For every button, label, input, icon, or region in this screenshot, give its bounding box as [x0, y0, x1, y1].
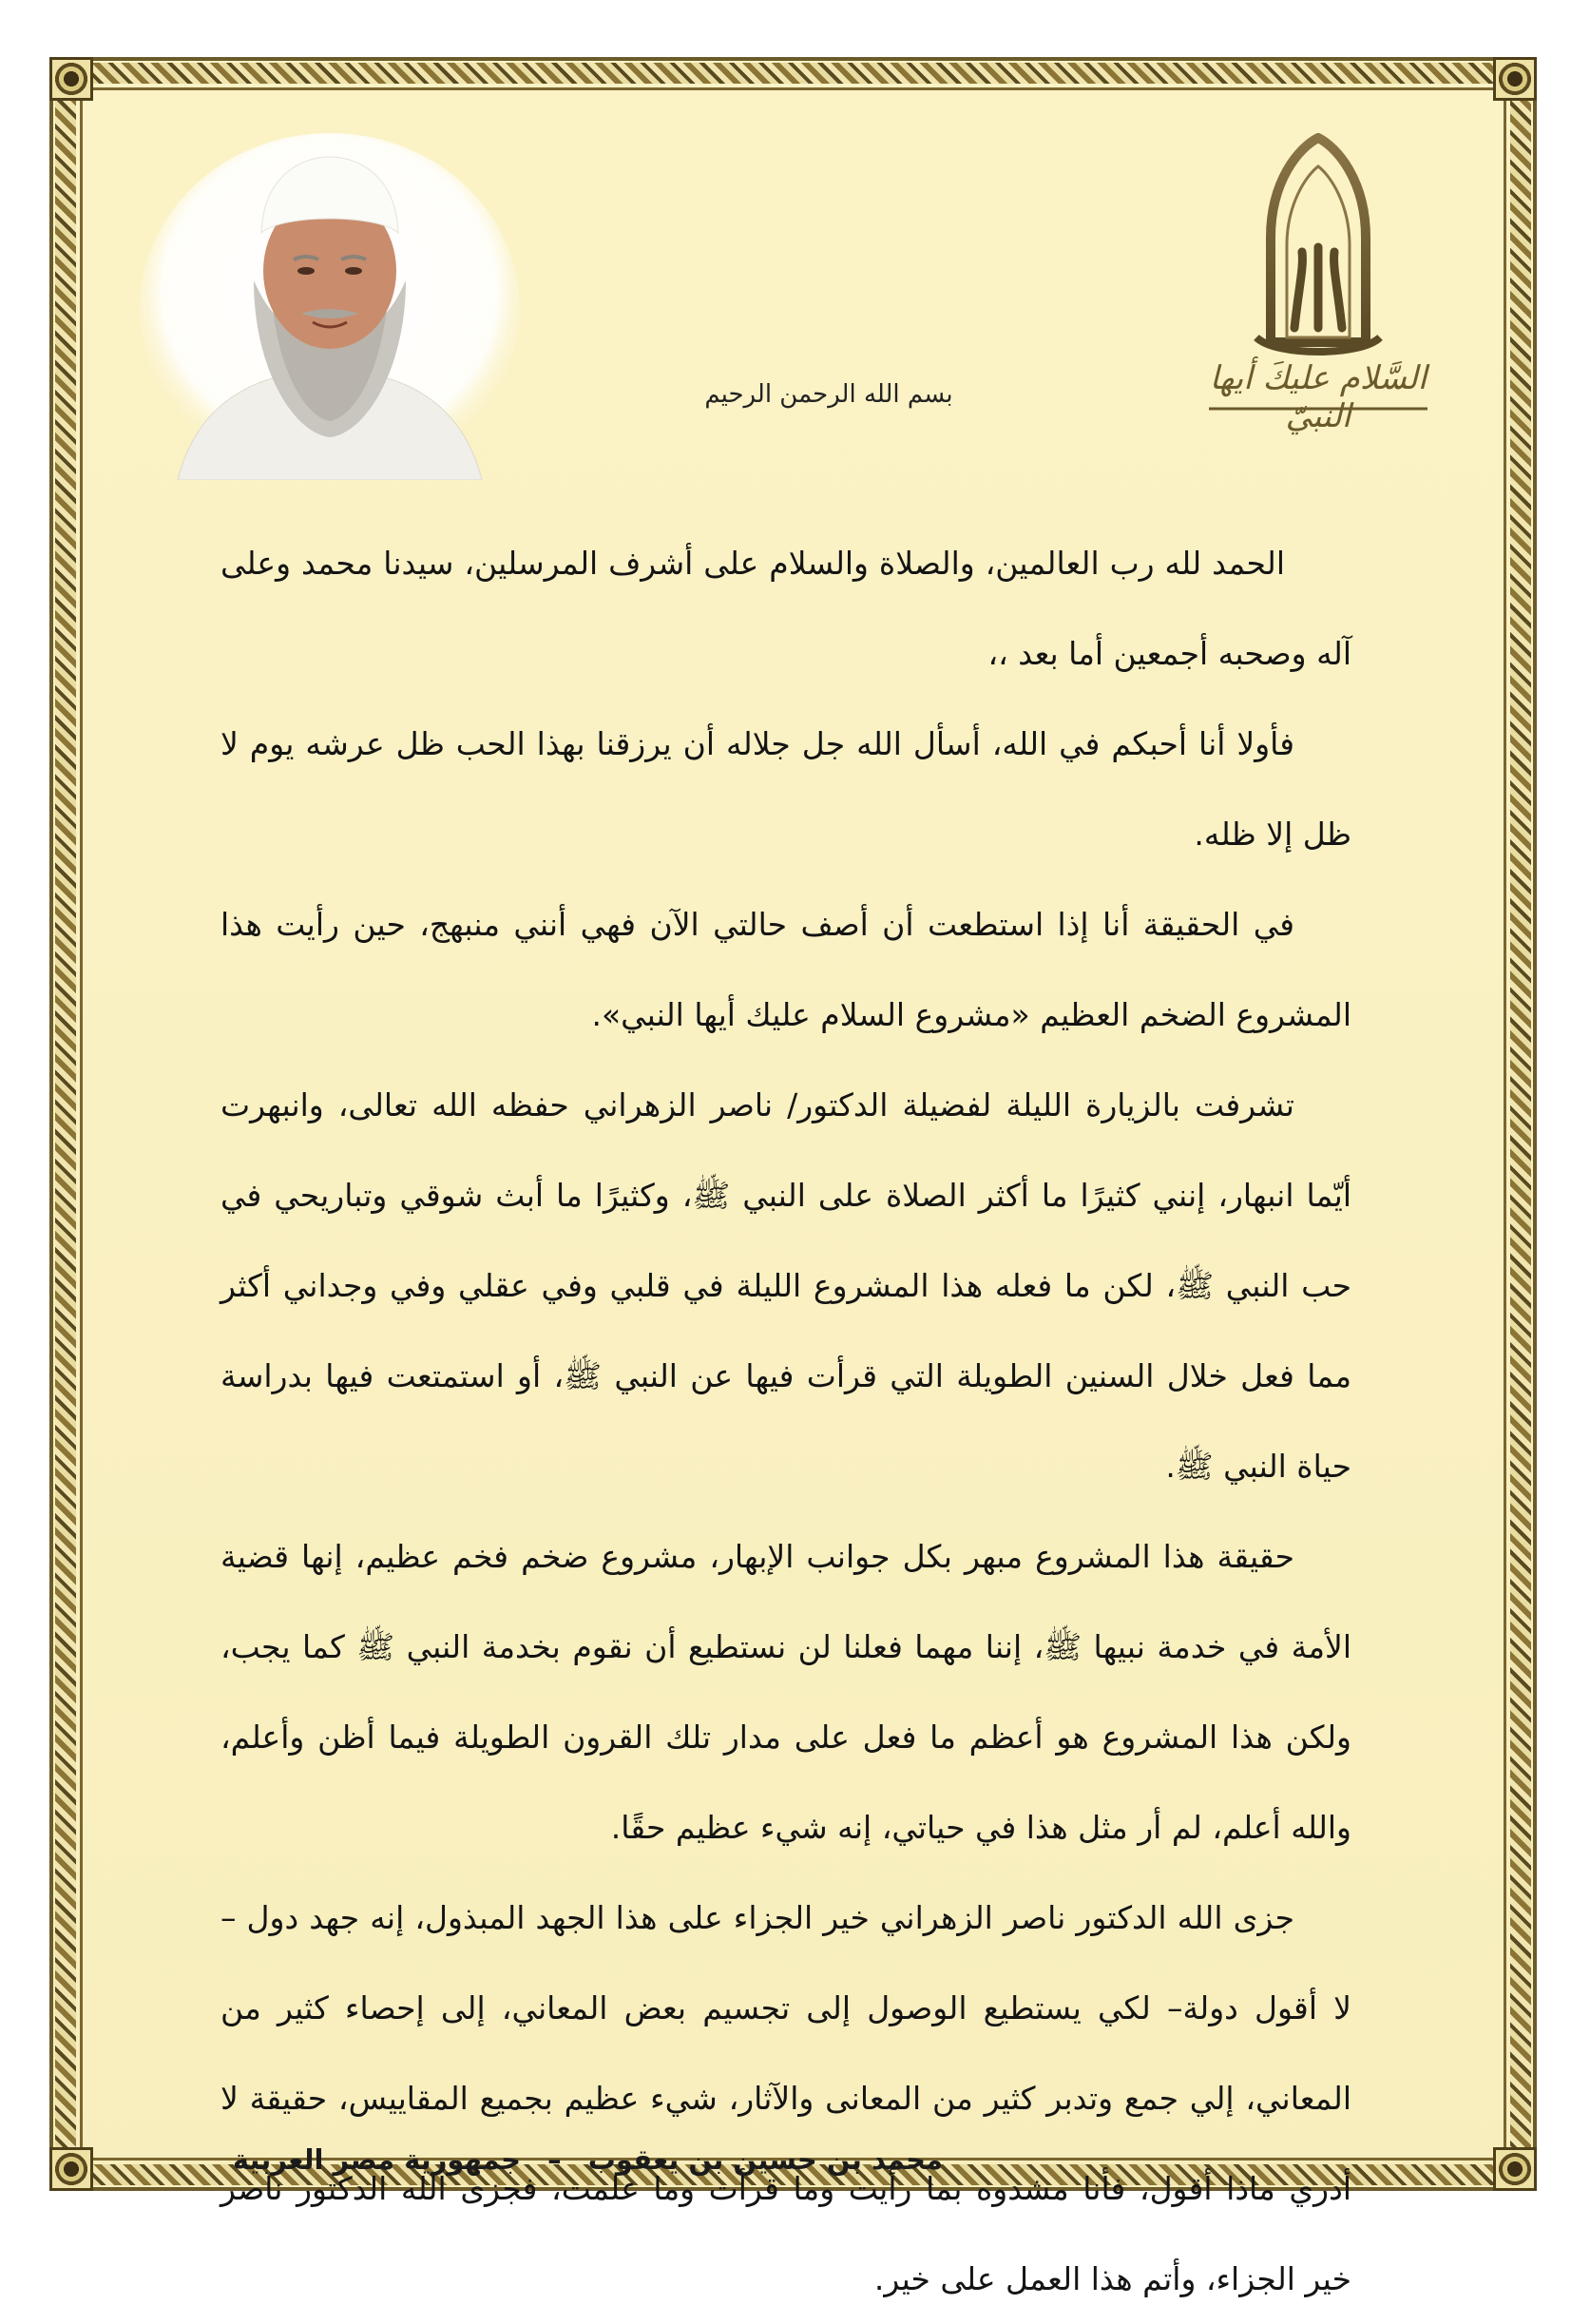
corner-ornament-icon [1493, 2147, 1537, 2191]
paragraph: جزى الله الدكتور ناصر الزهراني خير الجزاء على هذا الجهد المبذول، إنه جهد دول –لا أقول دولة– لكي يستطيع الوصول إلى تجسيم بعض المعاني، إلى إحصاء كثير من المعاني، إلي جمع وتدبر كثير من المعانى والآثار، شيء عظيم بجميع المقاييس، حقيقة لا أدري ماذا أقول، فأنا مشدوه بما رأيت وما قرأت وما علمت، فجزى الله الدكتور ناصر خير الجزاء، وأتم هذا العمل على خير. [220, 1899, 1351, 2297]
corner-ornament-icon [49, 2147, 93, 2191]
author-portrait [140, 119, 520, 480]
paragraph: فأولا أنا أحبكم في الله، أسأل الله جل جلاله أن يرزقنا بهذا الحب ظل عرشه يوم لا ظل إلا ظله. [220, 725, 1351, 853]
paragraph: في الحقيقة أنا إذا استطعت أن أصف حالتي الآن فهي أنني منبهج، حين رأيت هذا المشروع الضخم العظيم «مشروع السلام عليك أيها النبي». [220, 906, 1351, 1033]
signer-country: جمهورية مصر العربية [232, 2143, 522, 2176]
letter-body [220, 518, 1351, 2324]
logo-caption: السَّلام عليكَ أيها النبيّ [1209, 359, 1427, 435]
signature-line [220, 2143, 943, 2176]
signature-separator: – [547, 2143, 562, 2176]
paragraph: الحمد لله رب العالمين، والصلاة والسلام على أشرف المرسلين، سيدنا محمد وعلى آله وصحبه أجمعين أما بعد ،، [220, 545, 1351, 672]
signer-name: محمد بن حسين بن يعقوب [587, 2143, 943, 2176]
letter-page [49, 57, 1537, 2297]
corner-ornament-icon [49, 57, 93, 101]
paragraph: حقيقة هذا المشروع مبهر بكل جوانب الإبهار، مشروع ضخم فخم عظيم، إنها قضية الأمة في خدمة نبيها ﷺ، إننا مهما فعلنا لن نستطيع أن نقوم بخدمة النبي ﷺ كما يجب، ولكن هذا المشروع هو أعظم ما فعل على مدار تلك القرون الطويلة فيما أظن وأعلم، والله أعلم، لم أر مثل هذا في حياتي، إنه شيء عظيم حقًا. [220, 1538, 1351, 1846]
corner-ornament-icon [1493, 57, 1537, 101]
paragraph: تشرفت بالزيارة الليلة لفضيلة الدكتور/ ناصر الزهراني حفظه الله تعالى، وانبهرت أيّما انبهار، إنني كثيرًا ما أكثر الصلاة على النبي ﷺ، وكثيرًا ما أبث شوقي وتباريحي في حب النبي ﷺ، لكن ما فعله هذا المشروع الليلة في قلبي وفي عقلي وفي وجداني أكثر مما فعل خلال السنين الطويلة التي قرأت فيها عن النبي ﷺ، أو استمتعت فيها بدراسة حياة النبي ﷺ. [220, 1086, 1351, 1485]
basmala-heading: بسم الله الرحمن الرحيم [704, 380, 953, 409]
